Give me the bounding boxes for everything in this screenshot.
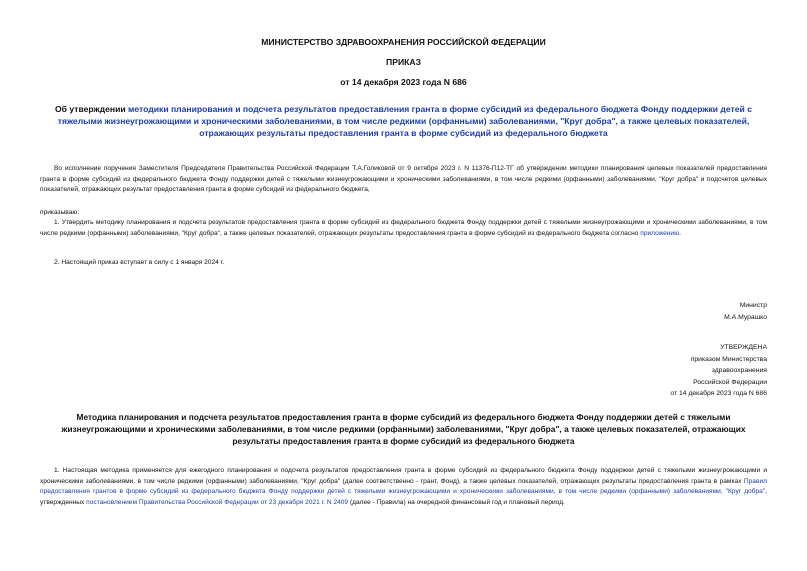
order-title-prefix: Об утверждении	[55, 104, 129, 114]
ministry-heading: МИНИСТЕРСТВО ЗДРАВООХРАНЕНИЯ РОССИЙСКОЙ ФЕДЕРАЦИИ	[261, 37, 546, 47]
approval-line-1: приказом Министерства	[690, 355, 767, 363]
approval-line-3: Российской Федерации	[693, 378, 767, 386]
order-item-1	[40, 218, 767, 239]
order-title-link[interactable]: методики планирования и подсчета результатов предоставления гранта в форме субсидий из федерального бюджета Фонду поддержки детей с тяжелыми жизнеугрожающими и хроническими заболеваниями, в том числе редкими (орфанными) заболеваниями, "Круг добра", а также целевых показателей, отражающих результаты предоставления гранта в форме субсидий из федерального бюджета	[57, 104, 752, 138]
order-item-1-text: 1. Утвердить методику планирования и подсчета результатов предоставления гранта в форме субсидий из федерального бюджета Фонду поддержки детей с тяжелыми жизнеугрожающими и хроническими заболеваниями, в том числе редкими (орфанными) заболеваниями, "Круг добра", а также целевых показателей, отражающих результаты предоставления гранта в форме субсидий из федерального бюджета согласно	[40, 219, 767, 237]
methodology-paragraph-1	[40, 466, 767, 508]
methodology-p1-text-1: 1. Настоящая методика применяется для ежегодного планирования и подсчета результатов предоставления гранта в форме субсидий из федерального бюджета Фонду поддержки детей с тяжелыми жизнеугрожающими и хроническими заболеваниями, в том числе редкими (орфанными) заболеваниями, "Круг добра" (далее соответственно - грант, Фонд), а также целевых показателей, отражающих результаты предоставления гранта в рамках	[40, 467, 767, 485]
methodology-p1-text-2: , утвержденных	[40, 488, 767, 506]
signature-block	[567, 300, 767, 323]
rules-link[interactable]: Правил предоставления грантов в форме субсидий из федерального бюджета Фонду поддержки детей с тяжелыми жизнеугрожающими и хроническими заболеваниями, в том числе редкими (орфанными) заболеваниями, "Круг добра"	[40, 477, 767, 495]
approval-line-2: здравоохранения	[711, 367, 767, 374]
approval-line-4: от 14 декабря 2023 года N 686	[670, 390, 767, 397]
signature-name: М.А.Мурашко	[724, 313, 767, 321]
order-word: приказываю:	[40, 209, 80, 216]
order-item-2: 2. Настоящий приказ вступает в силу с 1 января 2024 г.	[54, 259, 225, 266]
approval-label: УТВЕРЖДЕНА	[720, 344, 767, 351]
preamble-paragraph: Во исполнение поручения Заместителя Председателя Правительства Российской Федерации Т.А.Голиковой от 9 октября 2023 г. N 11376-П12-ТГ об утверждении методики планирования целевых показателей предоставления гранта в форме субсидий из федерального бюджета Фонду поддержки детей с тяжелыми жизнеугрожающими и хроническими заболеваниями, в том числе редкими (орфанными) заболеваниями, "Круг добра" и подсчетов целевых показателей, отражающих результат предоставления гранта в форме субсидий из федерального бюджета,	[40, 165, 767, 193]
order-item-1-end: .	[679, 229, 681, 237]
signature-position: Министр	[739, 302, 767, 309]
methodology-p1-text-3: (далее - Правила) на очередной финансовый год и плановый период.	[348, 498, 565, 506]
methodology-title: Методика планирования и подсчета результатов предоставления гранта в форме субсидий из федерального бюджета Фонду поддержки детей с тяжелыми жизнеугрожающими и хроническими заболеваниями, в том числе редкими (орфанными) заболеваниями, "Круг добра", а также целевых показателей, отражающих результаты предоставления гранта в форме субсидий из федерального бюджета	[61, 412, 746, 446]
order-date-number: от 14 декабря 2023 года N 686	[340, 77, 467, 87]
government-resolution-link[interactable]: постановлением Правительства Российской Федерации от 23 декабря 2021 г. N 2409	[86, 498, 349, 506]
appendix-link[interactable]: приложению	[640, 229, 680, 237]
approval-block	[567, 342, 767, 400]
order-title	[45, 103, 762, 139]
document-type: ПРИКАЗ	[386, 57, 421, 67]
